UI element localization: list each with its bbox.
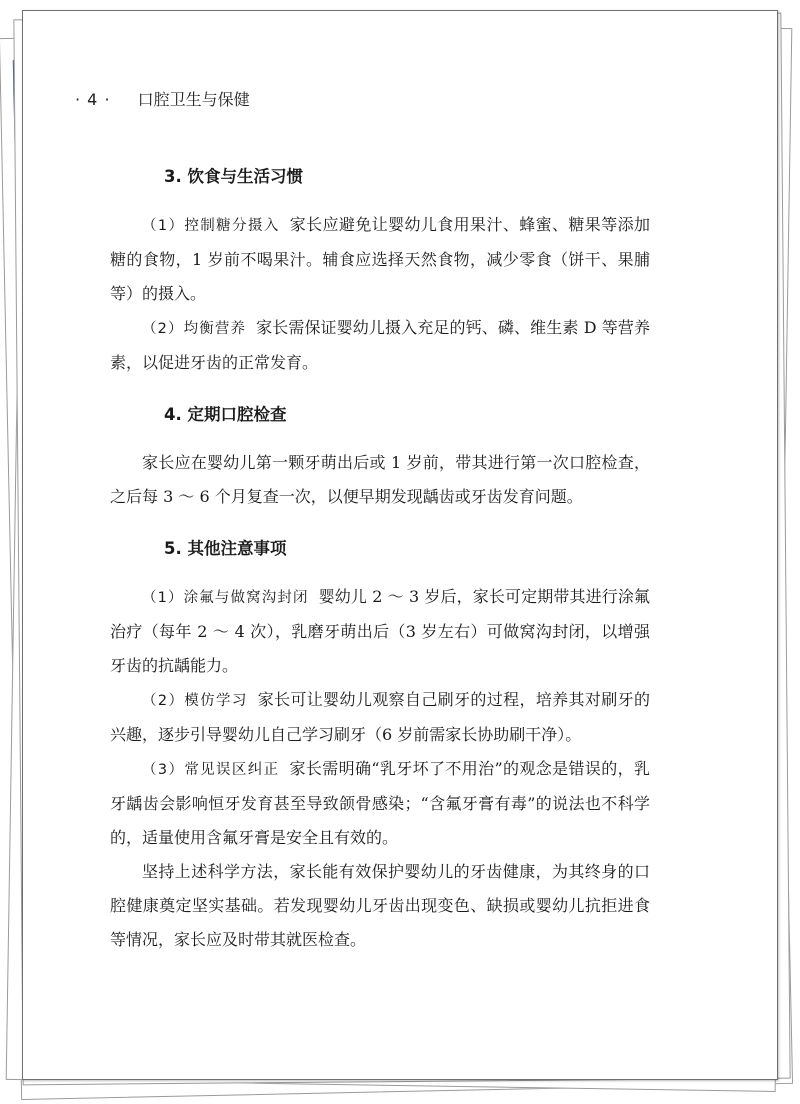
paragraph-lead: （2）模仿学习 xyxy=(142,693,248,709)
paragraph-lead: （3）常见误区纠正 xyxy=(142,762,280,778)
paragraph xyxy=(110,752,650,855)
paragraph xyxy=(110,208,650,311)
paragraph-text: 家长应在婴幼儿第一颗牙萌出后或 1 岁前，带其进行第一次口腔检查，之后每 3 ～ 6 个月复查一次，以便早期发现龋齿或牙齿发育问题。 xyxy=(110,453,650,506)
section-heading: 5. 其他注意事项 xyxy=(164,539,287,558)
book-title: 口腔卫生与保健 xyxy=(137,90,250,109)
page-content xyxy=(110,160,650,957)
paragraph-lead: （1）涂氟与做窝沟封闭 xyxy=(142,590,309,606)
paragraph xyxy=(110,311,650,380)
paragraph xyxy=(110,446,650,514)
paragraph-lead: （1）控制糖分摄入 xyxy=(142,218,280,234)
closing-paragraph: 坚持上述科学方法，家长能有效保护婴幼儿的牙齿健康，为其终身的口腔健康奠定坚实基础。若发现婴幼儿牙齿出现变色、缺损或婴幼儿抗拒进食等情况，家长应及时带其就医检查。 xyxy=(110,862,650,949)
paragraph-text: 家长需明确“乳牙坏了不用治”的观念是错误的，乳牙龋齿会影响恒牙发育甚至导致颌骨感染；“含氟牙膏有毒”的说法也不科学的，适量使用含氟牙膏是安全且有效的。 xyxy=(110,759,650,847)
paragraph-text: 家长应避免让婴幼儿食用果汁、蜂蜜、糖果等添加糖的食物，1 岁前不喝果汁。辅食应选择天然食物，减少零食（饼干、果脯等）的摄入。 xyxy=(110,215,650,303)
paragraph-lead: （2）均衡营养 xyxy=(142,321,247,337)
paragraph xyxy=(110,683,650,752)
paragraph-text: 家长需保证婴幼儿摄入充足的钙、磷、维生素 D 等营养素，以促进牙齿的正常发育。 xyxy=(110,318,650,372)
section-heading: 4. 定期口腔检查 xyxy=(164,405,287,424)
paragraph-text: 家长可让婴幼儿观察自己刷牙的过程，培养其对刷牙的兴趣，逐步引导婴幼儿自己学习刷牙（6 岁前需家长协助刷干净）。 xyxy=(110,690,650,744)
paragraph xyxy=(110,580,650,683)
running-header xyxy=(75,87,250,110)
paragraph-text: 婴幼儿 2 ～ 3 岁后，家长可定期带其进行涂氟治疗（每年 2 ～ 4 次），乳磨牙萌出后（3 岁左右）可做窝沟封闭，以增强牙齿的抗龋能力。 xyxy=(110,587,650,675)
section-heading: 3. 饮食与生活习惯 xyxy=(164,167,303,186)
page-number: · 4 · xyxy=(75,90,111,109)
